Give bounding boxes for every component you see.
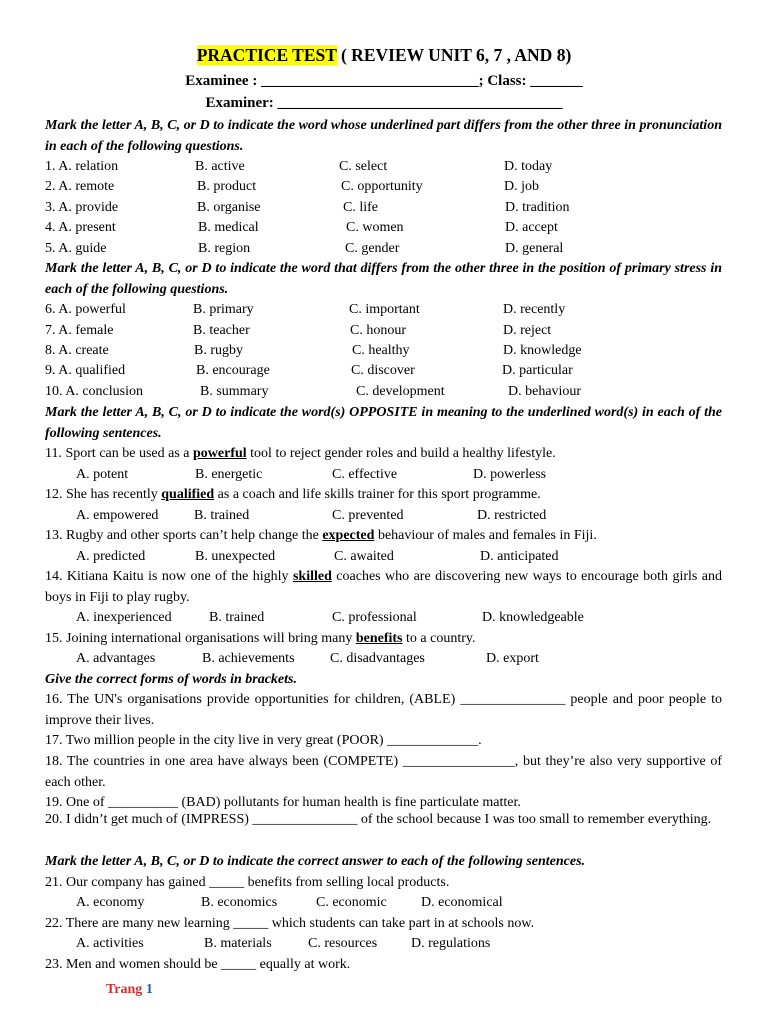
q6-row [45, 300, 722, 320]
q8-row [45, 341, 722, 361]
page-number-value: 1 [145, 982, 153, 997]
q8-a: 8. A. create [45, 343, 109, 358]
q14-keyword: skilled [292, 569, 332, 584]
q22-d: D. regulations [411, 936, 491, 951]
q13-b: B. unexpected [195, 549, 276, 564]
q13-post: behaviour of males and females in Fiji. [374, 528, 597, 543]
q15-d: D. export [486, 651, 539, 666]
q10-d: D. behaviour [508, 384, 582, 399]
q21-d: D. economical [421, 895, 503, 910]
q18-stem: 18. The countries in one area have always been (COMPETE) ________________, but they’re also very supportive of each other. [45, 754, 722, 790]
q22-b: B. materials [204, 936, 272, 951]
q15-pre: 15. Joining international organisations will bring many [45, 631, 356, 646]
q22-stem: 22. There are many new learning _____ which students can take part in at schools now. [45, 916, 535, 931]
q9-c: C. discover [351, 363, 415, 378]
q3-b: B. organise [197, 200, 261, 215]
q9-b: B. encourage [196, 363, 270, 378]
q2-a: 2. A. remote [45, 179, 115, 194]
q13-stem [45, 526, 722, 547]
q12-a: A. empowered [76, 508, 159, 523]
q12-d: D. restricted [477, 508, 547, 523]
q11-a: A. potent [76, 467, 129, 482]
q14-d: D. knowledgeable [482, 610, 584, 625]
q23-stem: 23. Men and women should be _____ equally at work. [45, 957, 351, 972]
q14-c: C. professional [332, 610, 417, 625]
q13-keyword: expected [322, 528, 375, 543]
q10-a: 10. A. conclusion [45, 384, 143, 399]
q6-b: B. primary [193, 302, 254, 317]
q12-keyword: qualified [161, 487, 215, 502]
q11-c: C. effective [332, 467, 398, 482]
q4-b: B. medical [198, 220, 259, 235]
q21-options [45, 893, 722, 913]
q7-b: B. teacher [193, 323, 250, 338]
q11-stem [45, 444, 722, 465]
q3-c: C. life [343, 200, 378, 215]
q7-c: C. honour [350, 323, 406, 338]
q8-b: B. rugby [194, 343, 243, 358]
q2-row [45, 177, 722, 197]
q10-c: C. development [356, 384, 445, 399]
q11-keyword: powerful [193, 446, 247, 461]
q13-a: A. predicted [76, 549, 146, 564]
q13-d: D. anticipated [480, 549, 559, 564]
q12-options [45, 506, 722, 526]
q11-d: D. powerless [473, 467, 547, 482]
q14-stem [45, 567, 722, 608]
q3-d: D. tradition [505, 200, 570, 215]
q13-pre: 13. Rugby and other sports can’t help change the [45, 528, 323, 543]
q12-b: B. trained [194, 508, 250, 523]
q9-d: D. particular [502, 363, 573, 378]
q4-d: D. accept [505, 220, 558, 235]
q3-row [45, 198, 722, 218]
q19-stem: 19. One of __________ (BAD) pollutants for human health is fine particulate matter. [45, 795, 521, 810]
q13-options [45, 547, 722, 567]
q7-row [45, 321, 722, 341]
q15-stem [45, 629, 722, 650]
q14-options [45, 608, 722, 628]
section5-instruction: Mark the letter A, B, C, or D to indicate the correct answer to each of the following sentences. [45, 854, 586, 869]
q16-stem: 16. The UN's organisations provide opportunities for children, (ABLE) _______________ people and poor people to improve their lives. [45, 692, 722, 728]
section1-instruction: Mark the letter A, B, C, or D to indicate the word whose underlined part differs from the other three in pronunciation in each of the following questions. [45, 118, 722, 154]
q5-c: C. gender [345, 241, 400, 256]
q21-c: C. economic [316, 895, 387, 910]
q1-d: D. today [504, 159, 553, 174]
q2-c: C. opportunity [341, 179, 423, 194]
q4-a: 4. A. present [45, 220, 116, 235]
q6-c: C. important [349, 302, 420, 317]
q15-keyword: benefits [355, 631, 403, 646]
q20-stem: 20. I didn’t get much of (IMPRESS) _______________ of the school because I was too small to remember everything. [45, 812, 712, 827]
q3-a: 3. A. provide [45, 200, 119, 215]
q4-c: C. women [346, 220, 404, 235]
q8-c: C. healthy [352, 343, 410, 358]
q22-options [45, 934, 722, 954]
section3-instruction: Mark the letter A, B, C, or D to indicate the word(s) OPPOSITE in meaning to the underlined word(s) in each of the following sentences. [45, 405, 722, 441]
page-label: Trang [106, 982, 143, 997]
q15-b: B. achievements [202, 651, 295, 666]
q2-d: D. job [504, 179, 539, 194]
q11-post: tool to reject gender roles and build a healthy lifestyle. [246, 446, 556, 461]
q5-b: B. region [198, 241, 251, 256]
q6-d: D. recently [503, 302, 566, 317]
q7-a: 7. A. female [45, 323, 114, 338]
title-highlight: PRACTICE TEST [196, 45, 337, 65]
q5-row [45, 239, 722, 259]
q22-c: C. resources [308, 936, 378, 951]
q1-c: C. select [339, 159, 388, 174]
q13-c: C. awaited [334, 549, 394, 564]
q14-pre: 14. Kitiana Kaitu is now one of the highly [45, 569, 293, 584]
title-rest: ( REVIEW UNIT 6, 7 , AND 8) [336, 45, 572, 65]
q15-options [45, 649, 722, 669]
q14-post: coaches who are discovering new ways to encourage both girls and boys in Fiji to play rugby. [45, 569, 722, 605]
q15-c: C. disadvantages [330, 651, 425, 666]
q1-a: 1. A. relation [45, 159, 119, 174]
section4-instruction: Give the correct forms of words in brackets. [45, 672, 297, 687]
q9-row [45, 361, 722, 381]
q1-row [45, 157, 722, 177]
q6-a: 6. A. powerful [45, 302, 126, 317]
q4-row [45, 218, 722, 238]
q9-a: 9. A. qualified [45, 363, 126, 378]
q15-post: to a country. [402, 631, 476, 646]
q21-b: B. economics [201, 895, 278, 910]
q12-stem [45, 485, 722, 506]
q2-b: B. product [197, 179, 257, 194]
section2-instruction: Mark the letter A, B, C, or D to indicate the word that differs from the other three in the position of primary stress in each of the following questions. [45, 261, 722, 297]
q8-d: D. knowledge [503, 343, 582, 358]
examiner-line: Examiner: ______________________________________ [205, 95, 563, 111]
q17-stem: 17. Two million people in the city live in very great (POOR) _____________. [45, 733, 482, 748]
q7-d: D. reject [503, 323, 552, 338]
page-number [106, 982, 153, 998]
q5-a: 5. A. guide [45, 241, 107, 256]
page-title [0, 45, 768, 66]
q21-a: A. economy [76, 895, 145, 910]
q14-b: B. trained [209, 610, 265, 625]
q21-stem: 21. Our company has gained _____ benefits from selling local products. [45, 875, 450, 890]
q14-a: A. inexperienced [76, 610, 172, 625]
q11-options [45, 465, 722, 485]
q10-row [45, 382, 722, 402]
q12-post: as a coach and life skills trainer for this sport programme. [214, 487, 541, 502]
examinee-line: Examinee : _____________________________; Class: _______ [185, 73, 583, 89]
q22-a: A. activities [76, 936, 144, 951]
q11-b: B. energetic [195, 467, 263, 482]
q15-a: A. advantages [76, 651, 156, 666]
q11-pre: 11. Sport can be used as a [45, 446, 193, 461]
q12-c: C. prevented [332, 508, 404, 523]
q10-b: B. summary [200, 384, 269, 399]
q12-pre: 12. She has recently [45, 487, 162, 502]
q1-b: B. active [195, 159, 245, 174]
q5-d: D. general [505, 241, 564, 256]
